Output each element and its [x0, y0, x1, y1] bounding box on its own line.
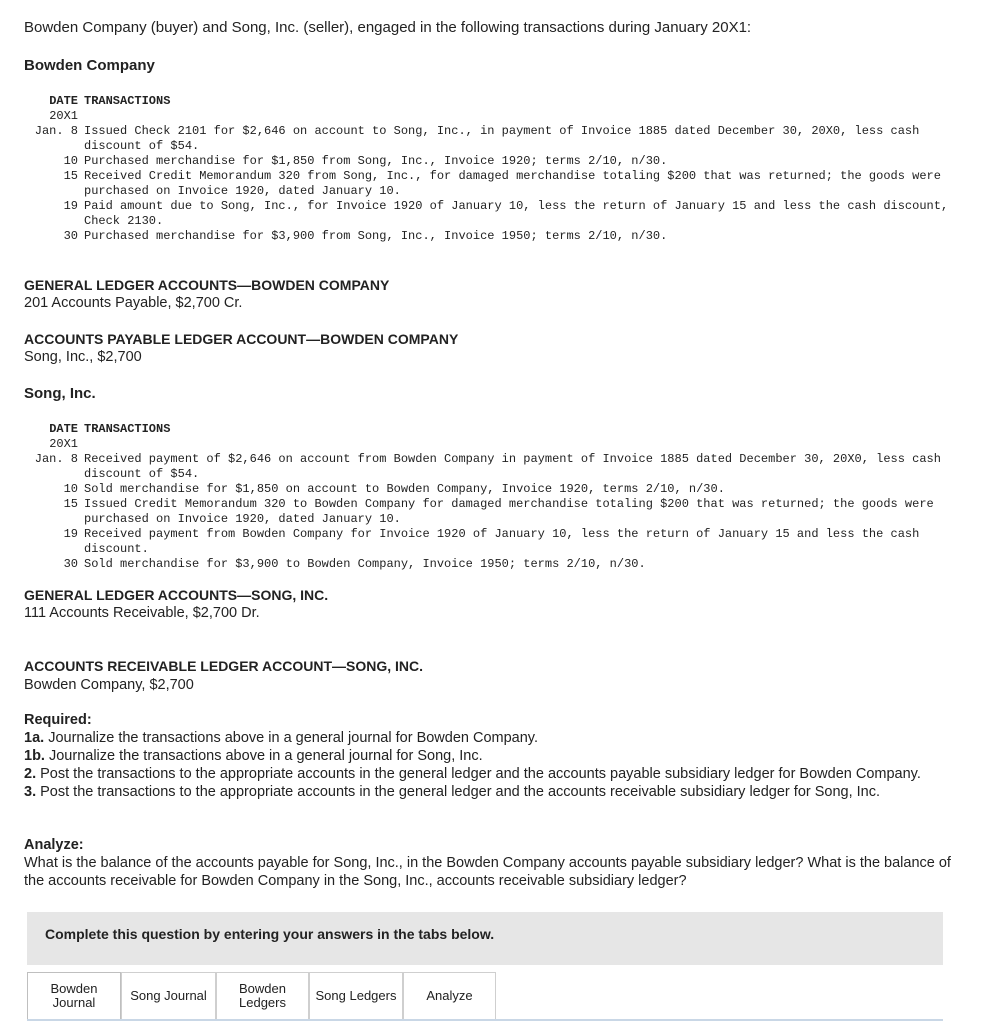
- table-row: [24, 169, 954, 199]
- year-cell: 20X1: [49, 437, 78, 451]
- row-text: Sold merchandise for $3,900 to Bowden Company, Invoice 1950; terms 2/10, n/30.: [84, 557, 646, 571]
- tab-analyze[interactable]: Analyze: [403, 972, 496, 1019]
- row-text: Received Credit Memorandum 320 from Song, Inc., for damaged merchandise totaling $200 that was returned; the goods were purchased on Invoice 1920, dated January 10.: [84, 169, 949, 198]
- analyze-text: What is the balance of the accounts payable for Song, Inc., in the Bowden Company accounts payable subsidiary ledger? What is the balance of the accounts receivable for Bowden Company in the Song, Inc., accounts receivable subsidiary ledger?: [24, 855, 951, 889]
- row-date: 19: [63, 199, 78, 213]
- date-header: DATE: [49, 94, 78, 108]
- row-date: 19: [63, 527, 78, 541]
- row-date: 10: [63, 154, 78, 168]
- row-text: Issued Check 2101 for $2,646 on account to Song, Inc., in payment of Invoice 1885 dated December 30, 20X0, less cash discount of $54.: [84, 124, 927, 153]
- date-header: DATE: [49, 422, 78, 436]
- song-title: Song, Inc.: [24, 385, 96, 402]
- required-item: 3. Post the transactions to the appropriate accounts in the general ledger and the accounts receivable subsidiary ledger for Song, Inc.: [24, 784, 881, 800]
- required-label: Required:: [24, 712, 92, 728]
- tab-bowden-journal[interactable]: Bowden Journal: [27, 972, 121, 1019]
- table-row: [24, 229, 954, 244]
- transactions-header: TRANSACTIONS: [84, 422, 171, 436]
- row-text: Received payment of $2,646 on account from Bowden Company in payment of Invoice 1885 dated December 30, 20X0, less cash discount of $54.: [84, 452, 949, 481]
- tab-song-ledgers[interactable]: Song Ledgers: [309, 972, 403, 1019]
- row-date: 30: [63, 557, 78, 571]
- song-transactions-table: [24, 422, 954, 572]
- row-date: Jan. 8: [34, 452, 78, 466]
- required-item: 1a. Journalize the transactions above in a general journal for Bowden Company.: [24, 730, 539, 746]
- bowden-title: Bowden Company: [24, 57, 155, 74]
- analyze-label: Analyze:: [24, 837, 84, 853]
- row-text: Issued Credit Memorandum 320 to Bowden Company for damaged merchandise totaling $200 that was returned; the goods were purchased on Invoice 1920, dated January 10.: [84, 497, 941, 526]
- row-date: 10: [63, 482, 78, 496]
- table-row: [24, 482, 954, 497]
- row-text: Purchased merchandise for $1,850 from Song, Inc., Invoice 1920; terms 2/10, n/30.: [84, 154, 668, 168]
- bowden-transactions-table: [24, 94, 954, 244]
- instruction-text: Complete this question by entering your answers in the tabs below.: [45, 926, 495, 942]
- required-section: [24, 711, 959, 801]
- required-item: 2. Post the transactions to the appropriate accounts in the general ledger and the accounts payable subsidiary ledger for Bowden Company.: [24, 766, 921, 782]
- table-row: [24, 124, 954, 154]
- table-row: [24, 199, 954, 229]
- song-ar-line: Bowden Company, $2,700: [24, 677, 194, 693]
- analyze-section: [24, 836, 959, 890]
- song-gl-heading: GENERAL LEDGER ACCOUNTS—SONG, INC.: [24, 587, 329, 603]
- bowden-ap-heading: ACCOUNTS PAYABLE LEDGER ACCOUNT—BOWDEN COMPANY: [24, 331, 459, 347]
- tab-song-journal[interactable]: Song Journal: [121, 972, 216, 1019]
- tab-bowden-ledgers[interactable]: Bowden Ledgers: [216, 972, 309, 1019]
- table-row: [24, 154, 954, 169]
- row-text: Received payment from Bowden Company for Invoice 1920 of January 10, less the return of January 15 and less the cash discount.: [84, 527, 927, 556]
- song-gl-line: 111 Accounts Receivable, $2,700 Dr.: [24, 605, 260, 621]
- row-text: Purchased merchandise for $3,900 from Song, Inc., Invoice 1950; terms 2/10, n/30.: [84, 229, 668, 243]
- bowden-gl-heading: GENERAL LEDGER ACCOUNTS—BOWDEN COMPANY: [24, 277, 390, 293]
- transactions-header: TRANSACTIONS: [84, 94, 171, 108]
- table-row: [24, 527, 954, 557]
- row-text: Sold merchandise for $1,850 on account to Bowden Company, Invoice 1920, terms 2/10, n/30.: [84, 482, 725, 496]
- table-row: [24, 497, 954, 527]
- table-row: [24, 557, 954, 572]
- answer-tabs: [27, 972, 943, 1024]
- row-text: Paid amount due to Song, Inc., for Invoice 1920 of January 10, less the return of January 15 and less the cash discount, Check 2130.: [84, 199, 956, 228]
- table-row: [24, 452, 954, 482]
- bowden-gl-line: 201 Accounts Payable, $2,700 Cr.: [24, 295, 243, 311]
- song-ar-heading: ACCOUNTS RECEIVABLE LEDGER ACCOUNT—SONG, INC.: [24, 658, 424, 674]
- year-cell: 20X1: [49, 109, 78, 123]
- row-date: 15: [63, 497, 78, 511]
- instruction-panel: [27, 912, 943, 965]
- row-date: Jan. 8: [34, 124, 78, 138]
- intro-text: Bowden Company (buyer) and Song, Inc. (seller), engaged in the following transactions during January 20X1:: [24, 19, 752, 36]
- bowden-ap-line: Song, Inc., $2,700: [24, 349, 142, 365]
- row-date: 15: [63, 169, 78, 183]
- tab-underline: [27, 1019, 943, 1021]
- required-item: 1b. Journalize the transactions above in a general journal for Song, Inc.: [24, 748, 483, 764]
- row-date: 30: [63, 229, 78, 243]
